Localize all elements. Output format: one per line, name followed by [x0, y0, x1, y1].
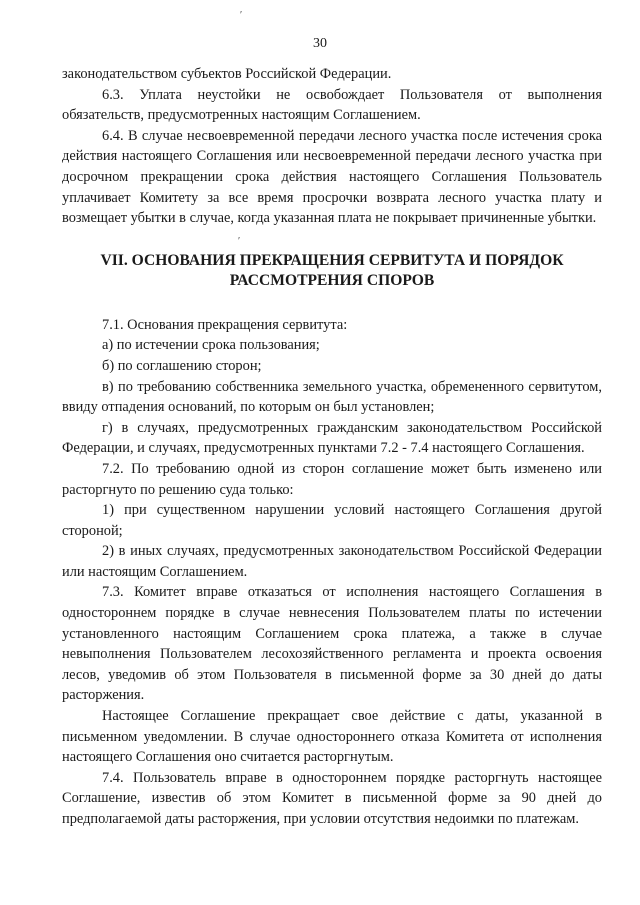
list-item-b: б) по соглашению сторон;: [102, 357, 262, 374]
section-heading-line: РАССМОТРЕНИЯ СПОРОВ: [229, 271, 435, 289]
section-heading: [62, 251, 602, 291]
paragraph-7-4: 7.4. Пользователь вправе в одностороннем порядке расторгнуть настоящее Соглашение, известив об этом Комитет в письменной форме за 90 дней до предполагаемой даты расторжения, при условии отсутствия недоимки по платежам.: [62, 769, 602, 827]
paragraph-7-2: 7.2. По требованию одной из сторон соглашение может быть изменено или расторгнуто по решению суда только:: [62, 460, 602, 498]
list-item-2: 2) в иных случаях, предусмотренных законодательством Российской Федерации или настоящим Соглашением.: [62, 543, 602, 580]
paragraph-6-4: 6.4. В случае несвоевременной передачи лесного участка после истечения срока действия настоящего Соглашения или несвоевременной передачи лесного участка при досрочном прекращении срока действия настоящего Соглашения Пользователь уплачивает Комитету за все время просрочки возврата лесного участка плату и возмещает убытки в случае, когда указанная плата не покрывает причиненные убытки.: [62, 127, 602, 227]
paragraph-7-3-cont: Настоящее Соглашение прекращает свое действие с даты, указанной в письменном уведомлении. В случае одностороннего отказа Комитета от исполнения настоящего Соглашения оно считается расторгнутым.: [62, 708, 602, 766]
paragraph-continuation: законодательством субъектов Российской Федерации.: [62, 66, 392, 82]
list-item-1: 1) при существенном нарушении условий настоящего Соглашения другой стороной;: [62, 502, 602, 539]
paragraph-7-1: 7.1. Основания прекращения сервитута:: [102, 316, 348, 333]
scan-speck: ʹ: [238, 236, 241, 247]
section-heading-line: VII. ОСНОВАНИЯ ПРЕКРАЩЕНИЯ СЕРВИТУТА И ПОРЯДОК: [100, 251, 564, 269]
document-body: [62, 64, 602, 830]
list-item-a: а) по истечении срока пользования;: [102, 337, 320, 354]
list-item-g: г) в случаях, предусмотренных гражданским законодательством Российской Федерации, и случаях, предусмотренных пунктами 7.2 - 7.4 настоящего Соглашения.: [62, 419, 602, 457]
list-item-v: в) по требованию собственника земельного участка, обремененного сервитутом, ввиду отпадения оснований, по которым он был установлен;: [62, 378, 602, 416]
paragraph-6-3: 6.3. Уплата неустойки не освобождает Пользователя от выполнения обязательств, предусмотренных настоящим Соглашением.: [62, 86, 602, 124]
scan-speck: ʹ: [240, 10, 243, 21]
page-number: 30: [313, 36, 327, 51]
paragraph-7-3: 7.3. Комитет вправе отказаться от исполнения настоящего Соглашения в одностороннем порядке в случае невнесения Пользователем платы по истечении установленного настоящим Соглашением срока платежа, а также в случае невыполнения Пользователем лесохозяйственного регламента и проекта освоения лесов, уведомив об этом Пользователя в письменной форме за 30 дней до даты расторжения.: [62, 584, 602, 704]
